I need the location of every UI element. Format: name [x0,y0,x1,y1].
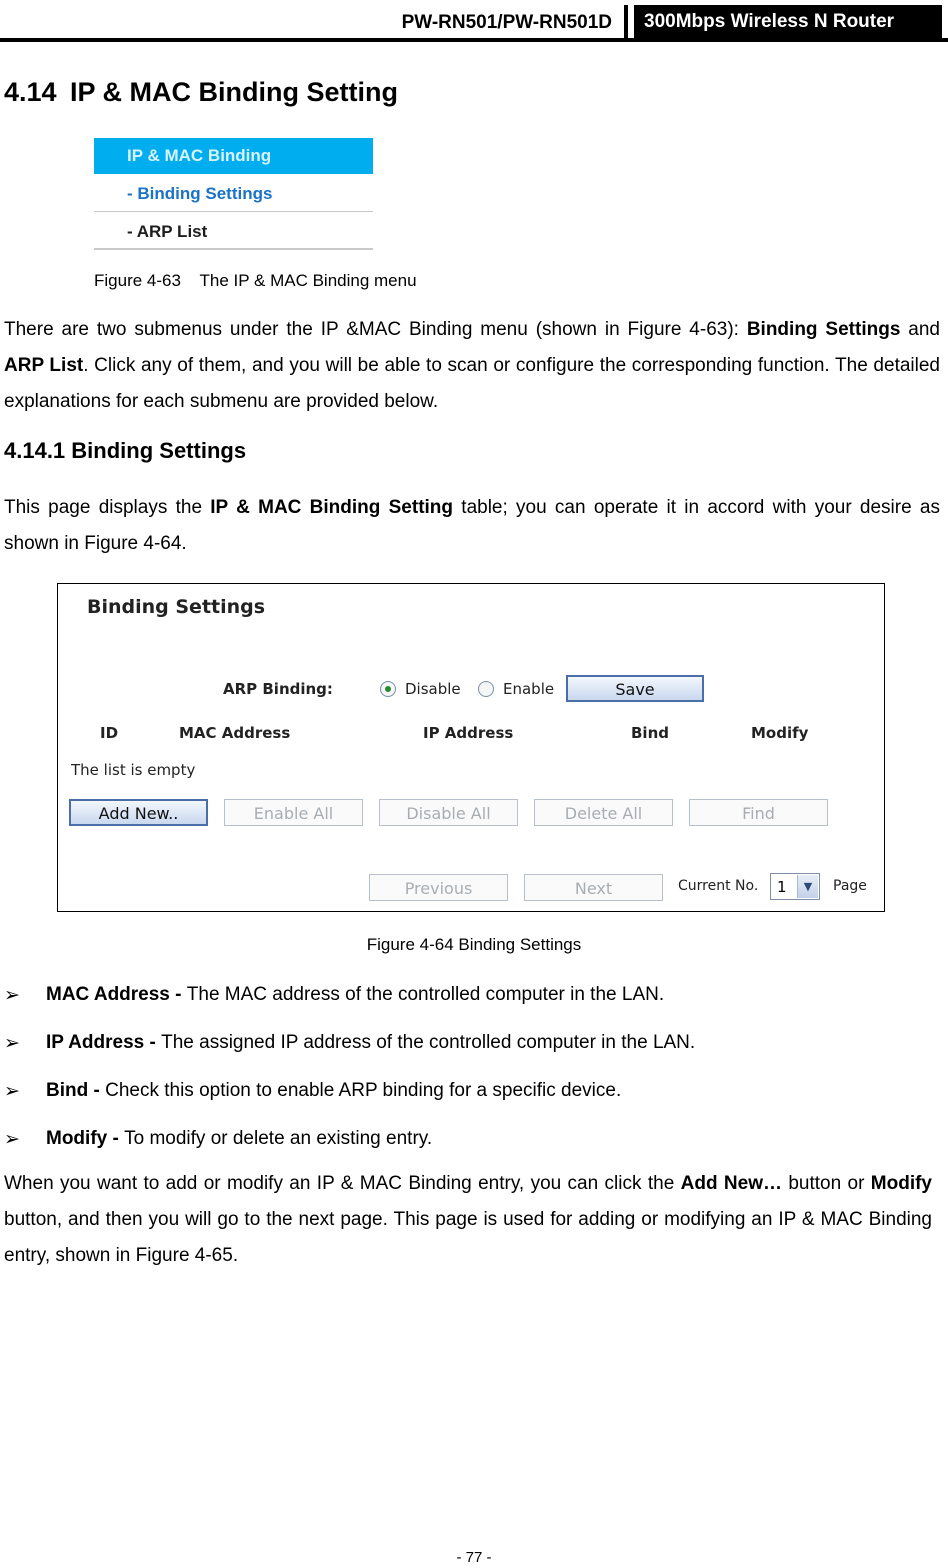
desc-text-1: This page displays the [4,497,211,518]
section-title: IP & MAC Binding Setting [70,77,398,107]
enable-label: Enable [503,680,555,698]
col-id: ID [100,724,119,742]
col-ip-address: IP Address [423,724,514,742]
header-product: 300Mbps Wireless N Router [634,5,942,38]
desc-bold-table-name: IP & MAC Binding Setting [210,497,454,518]
menu-item-binding-settings[interactable]: - Binding Settings [94,176,373,212]
subsection-heading [4,438,246,464]
arrow-bullet-icon: ➢ [4,1081,20,1102]
bullet-text: The assigned IP address of the controlled computer in the LAN. [161,1032,696,1053]
section-number: 4.14 [4,77,57,107]
col-modify: Modify [751,724,809,742]
empty-list-text: The list is empty [71,761,196,779]
page-number: - 77 - [456,1549,492,1566]
menu-item-ip-mac-binding[interactable]: IP & MAC Binding [94,138,373,174]
section-heading [4,77,398,108]
arrow-bullet-icon: ➢ [4,1033,20,1054]
disable-radio[interactable] [380,681,396,697]
previous-button[interactable]: Previous [369,874,508,901]
disable-label: Disable [405,680,461,698]
find-button[interactable]: Find [689,799,828,826]
intro-text-2: and [900,319,940,340]
figure-63-label: Figure 4-63 [94,271,181,290]
disable-all-button[interactable]: Disable All [379,799,518,826]
arrow-bullet-icon: ➢ [4,985,20,1006]
binding-settings-screenshot [57,583,885,912]
figure-64-caption: Figure 4-64 Binding Settings [366,935,582,954]
enable-all-button[interactable]: Enable All [224,799,363,826]
bullet-term: Bind - [46,1080,106,1101]
outro-text-1: When you want to add or modify an IP & MAC Binding entry, you can click the [4,1173,681,1194]
screenshot-title: Binding Settings [87,596,266,618]
header-divider [624,5,628,38]
bullet-term: MAC Address - [46,984,187,1005]
outro-bold-modify: Modify [870,1173,932,1194]
bullet-text: The MAC address of the controlled computer in the LAN. [186,984,665,1005]
save-button[interactable]: Save [566,675,704,702]
intro-bold-binding-settings: Binding Settings [746,319,901,340]
intro-paragraph [4,312,940,420]
bullet-text: To modify or delete an existing entry. [124,1128,433,1149]
page-label: Page [833,878,867,894]
subsection-number: 4.14.1 [4,438,66,463]
header-rule [0,38,948,42]
col-mac-address: MAC Address [179,724,291,742]
desc-text-2: table; you can operate it in accord with your desire as shown in Figure 4-64. [4,497,940,554]
figure-63-caption [94,271,417,291]
arp-binding-label: ARP Binding: [223,680,333,698]
bullet-text: Check this option to enable ARP binding for a specific device. [105,1080,622,1101]
figure-63-text: The IP & MAC Binding menu [199,271,417,290]
intro-text-3: . Click any of them, and you will be able to scan or configure the corresponding function. The detailed explanations for each submenu are provided below. [4,355,940,412]
description-paragraph [4,490,940,562]
header-model: PW-RN501/PW-RN501D [401,12,612,33]
enable-radio[interactable] [478,681,494,697]
outro-bold-add-new: Add New… [680,1173,782,1194]
menu-item-arp-list[interactable]: - ARP List [94,214,373,250]
outro-text-2: button or [781,1173,871,1194]
next-button[interactable]: Next [524,874,663,901]
bullet-term: IP Address - [46,1032,162,1053]
arrow-bullet-icon: ➢ [4,1129,20,1150]
subsection-title: Binding Settings [71,438,247,463]
page-select[interactable] [770,873,820,900]
intro-text-1: There are two submenus under the IP &MAC Binding menu (shown in Figure 4-63): [4,319,747,340]
chevron-down-icon[interactable]: ▼ [797,875,818,898]
outro-paragraph [4,1166,932,1274]
col-bind: Bind [631,724,669,742]
outro-text-3: button, and then you will go to the next page. This page is used for adding or modifying an IP & MAC Binding entry, shown in Figure 4-65. [4,1209,932,1266]
intro-bold-arp-list: ARP List [4,355,84,376]
current-no-label: Current No. [678,878,759,894]
page-header [0,0,948,42]
page-select-value: 1 [777,878,787,896]
binding-menu [94,138,373,252]
delete-all-button[interactable]: Delete All [534,799,673,826]
bullet-term: Modify - [46,1128,125,1149]
add-new-button[interactable]: Add New.. [69,799,208,826]
